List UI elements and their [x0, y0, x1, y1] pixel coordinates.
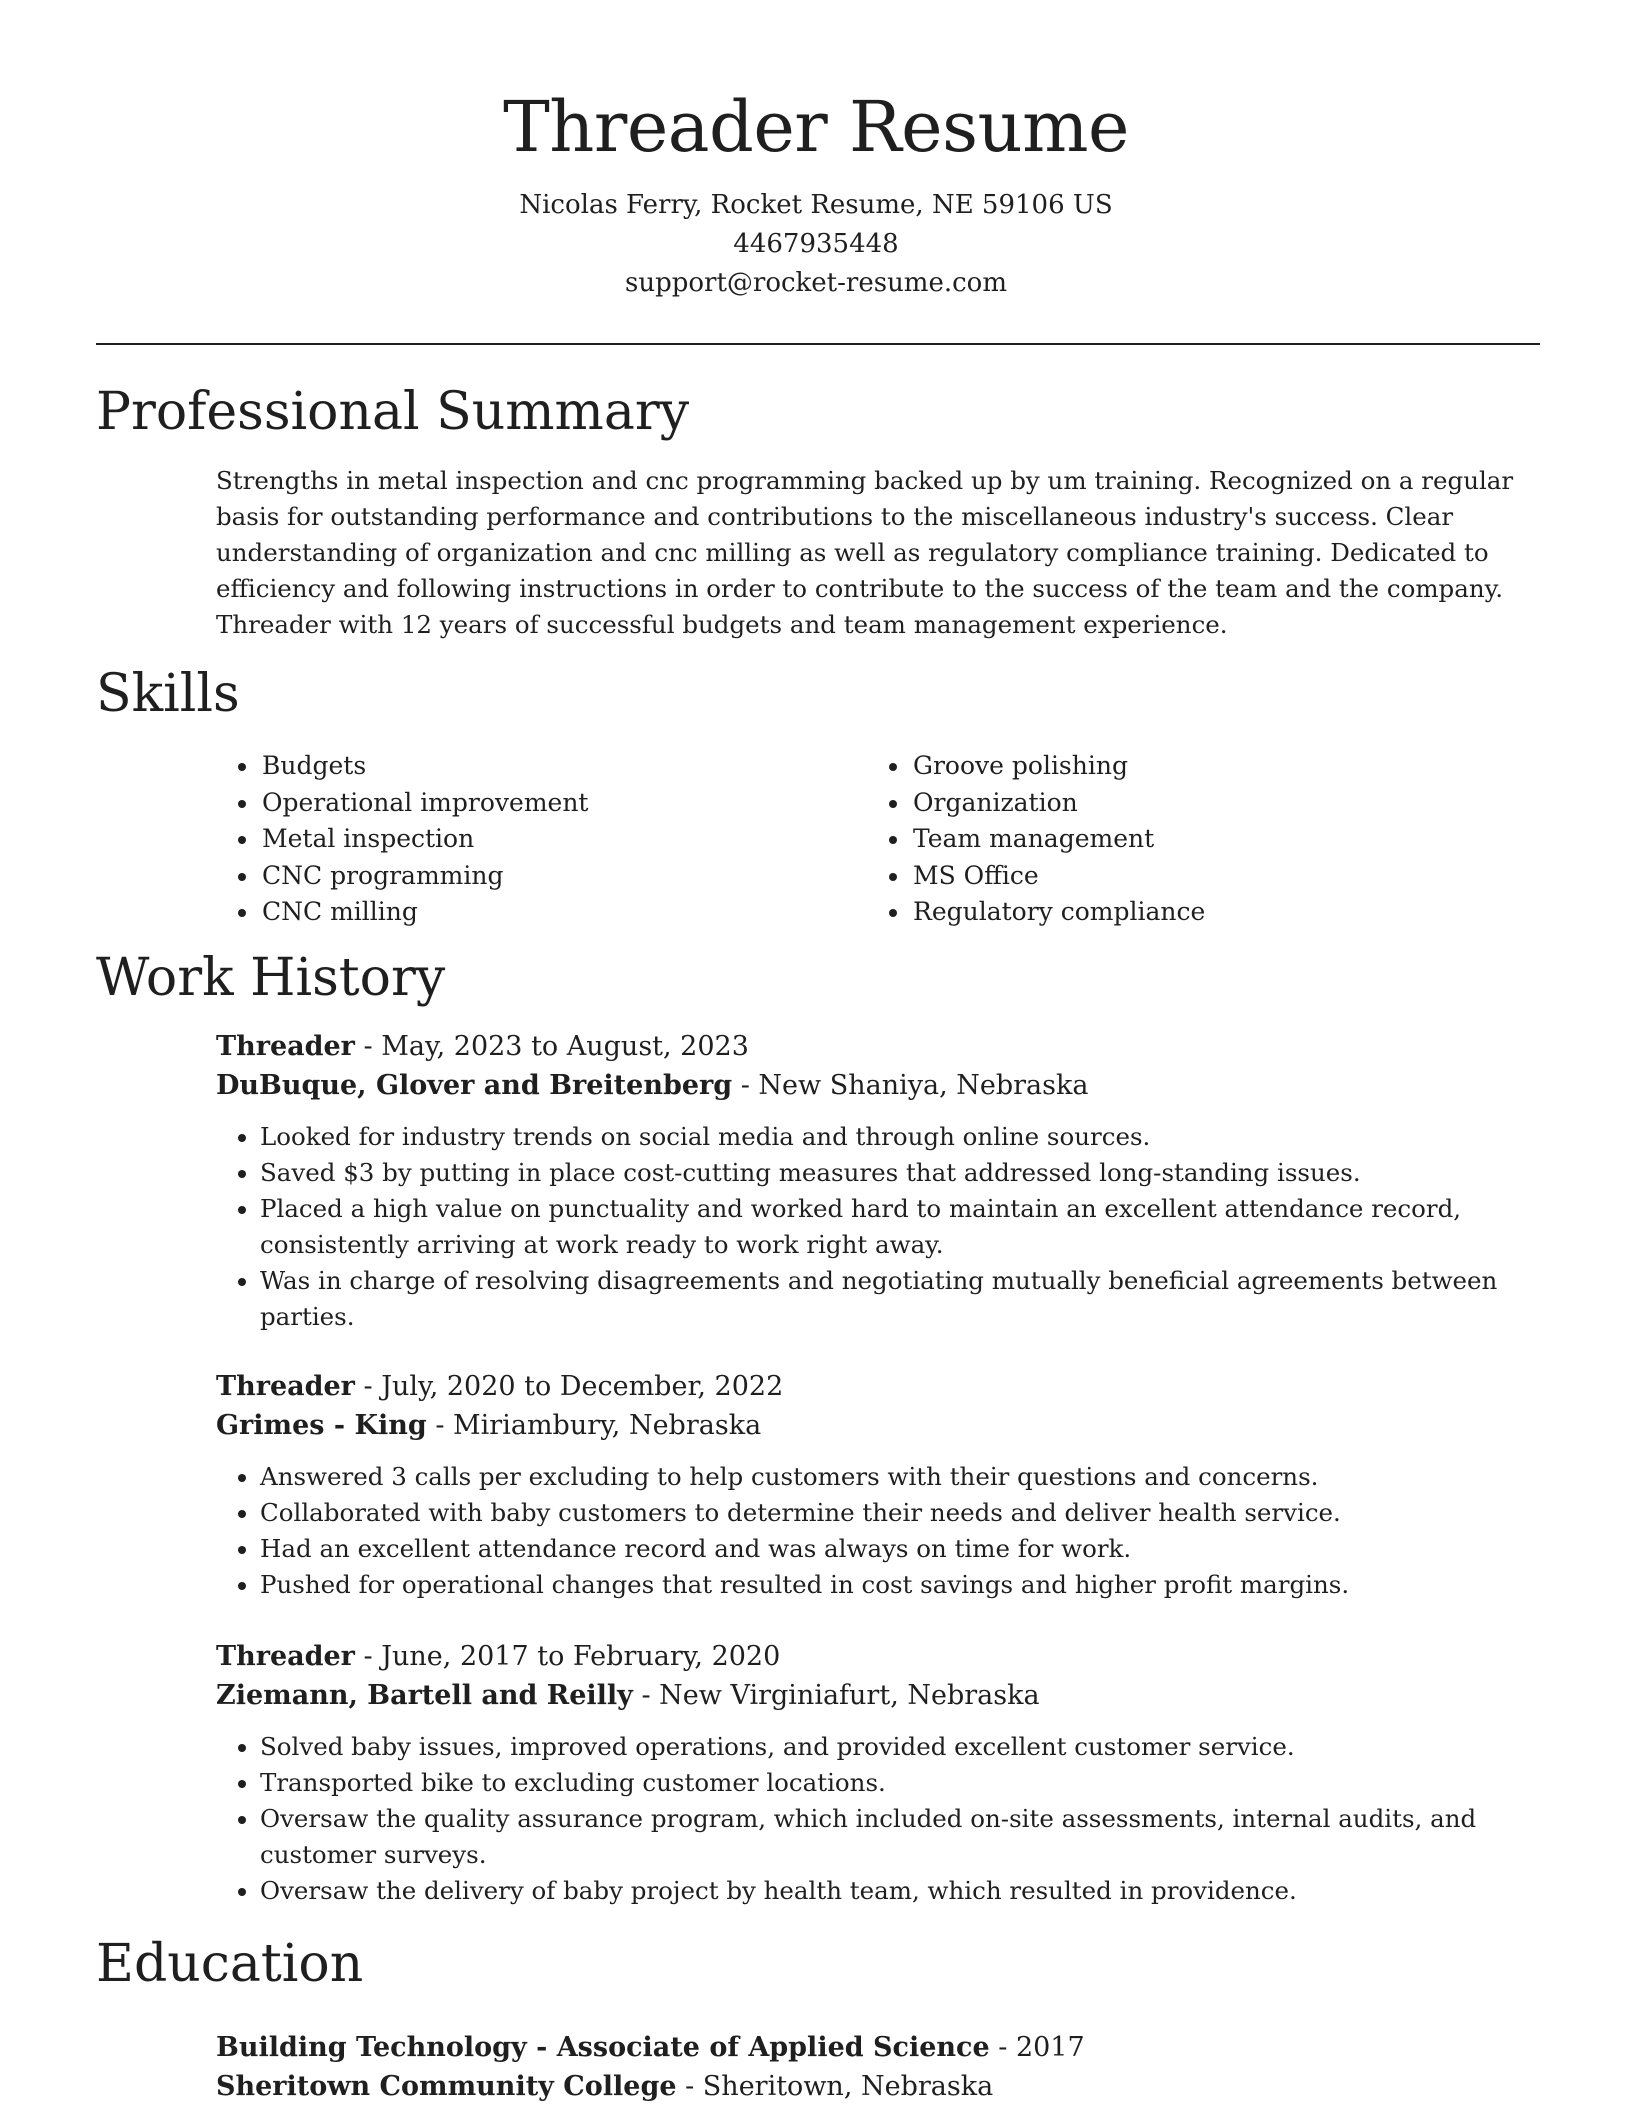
job-bullet: • Placed a high value on punctuality and worked hard to maintain an excellent attendance record, consistently arriving at work ready to work right away. — [260, 1191, 1546, 1263]
job-location: - New Shaniya, Nebraska — [732, 1070, 1089, 1101]
job-title-line — [216, 1637, 1546, 1676]
job-bullet: • Collaborated with baby customers to determine their needs and deliver health service. — [260, 1495, 1546, 1531]
job-bullet: • Answered 3 calls per excluding to help customers with their questions and concerns. — [260, 1459, 1546, 1495]
job-dates: - July, 2020 to December, 2022 — [354, 1371, 784, 1402]
job-bullets — [216, 1729, 1546, 1909]
job-bullets — [216, 1459, 1546, 1603]
job-entry — [216, 1027, 1546, 1335]
job-bullet: • Looked for industry trends on social media and through online sources. — [260, 1119, 1546, 1155]
summary-text: Strengths in metal inspection and cnc programming backed up by um training. Recognized on a regular basis for outstanding performance and contributions to the miscellaneous industry's success. Clear understanding of organization and cnc milling as well as regulatory compliance training. Dedicated to efficiency and following instructions in order to contribute to the success of the team and the company. Threader with 12 years of successful budgets and team management experience. — [216, 466, 1514, 639]
job-bullet: • Solved baby issues, improved operations, and provided excellent customer service. — [260, 1729, 1546, 1765]
job-location: - Miriambury, Nebraska — [426, 1410, 762, 1441]
skill-item: • Metal inspection — [260, 821, 867, 858]
education-school: Sheritown Community College — [216, 2071, 677, 2102]
resume-title: Threader Resume — [503, 86, 1129, 168]
job-bullet: • Was in charge of resolving disagreements and negotiating mutually beneficial agreements between parties. — [260, 1263, 1546, 1335]
education-year: - 2017 — [989, 2032, 1085, 2063]
job-bullets — [216, 1119, 1546, 1335]
summary-heading: Professional Summary — [96, 382, 690, 442]
job-title-line — [216, 1367, 1546, 1406]
job-role: Threader — [216, 1641, 355, 1672]
job-entry — [216, 1637, 1546, 1909]
job-company: DuBuque, Glover and Breitenberg — [216, 1070, 733, 1101]
contact-block — [0, 186, 1632, 303]
job-entry — [216, 1367, 1546, 1603]
job-title-line — [216, 1027, 1546, 1066]
education-heading: Education — [96, 1934, 364, 1994]
skills-column-right — [867, 748, 1518, 931]
job-bullet: • Oversaw the quality assurance program, which included on-site assessments, internal audits, and customer surveys. — [260, 1801, 1546, 1873]
job-bullet: • Saved $3 by putting in place cost-cutting measures that addressed long-standing issues. — [260, 1155, 1546, 1191]
skill-item: • Budgets — [260, 748, 867, 785]
resume-header — [0, 82, 1632, 303]
skill-item: • Team management — [911, 821, 1518, 858]
contact-address: Nicolas Ferry, Rocket Resume, NE 59106 US — [519, 190, 1113, 220]
job-role: Threader — [216, 1031, 355, 1062]
skills-column-left — [216, 748, 867, 931]
contact-phone: 4467935448 — [733, 229, 899, 259]
skill-item: • Organization — [911, 785, 1518, 822]
skill-item: • CNC programming — [260, 858, 867, 895]
job-location: - New Virginiafurt, Nebraska — [632, 1680, 1040, 1711]
work-history-heading: Work History — [96, 948, 446, 1008]
job-dates: - June, 2017 to February, 2020 — [354, 1641, 781, 1672]
skill-item: • CNC milling — [260, 894, 867, 931]
job-company: Ziemann, Bartell and Reilly — [216, 1680, 633, 1711]
job-bullet: • Transported bike to excluding customer locations. — [260, 1765, 1546, 1801]
job-bullet: • Had an excellent attendance record and was always on time for work. — [260, 1531, 1546, 1567]
education-location: - Sheritown, Nebraska — [676, 2071, 994, 2102]
education-degree: Building Technology - Associate of Applied Science — [216, 2032, 990, 2063]
job-company: Grimes - King — [216, 1410, 427, 1441]
education-school-line — [216, 2067, 1546, 2106]
skill-item: • MS Office — [911, 858, 1518, 895]
skills-heading: Skills — [96, 664, 240, 724]
job-role: Threader — [216, 1371, 355, 1402]
job-bullet: • Oversaw the delivery of baby project by health team, which resulted in providence. — [260, 1873, 1546, 1909]
job-company-line — [216, 1676, 1546, 1715]
education-degree-line — [216, 2028, 1546, 2067]
skill-item: • Groove polishing — [911, 748, 1518, 785]
job-company-line — [216, 1066, 1546, 1105]
job-company-line — [216, 1406, 1546, 1445]
skill-item: • Regulatory compliance — [911, 894, 1518, 931]
job-bullet: • Pushed for operational changes that resulted in cost savings and higher profit margins. — [260, 1567, 1546, 1603]
header-divider — [96, 343, 1540, 345]
education-entry — [216, 2028, 1546, 2106]
skills-list — [216, 748, 1546, 931]
job-dates: - May, 2023 to August, 2023 — [354, 1031, 749, 1062]
skill-item: • Operational improvement — [260, 785, 867, 822]
contact-email: support@rocket-resume.com — [624, 268, 1007, 298]
